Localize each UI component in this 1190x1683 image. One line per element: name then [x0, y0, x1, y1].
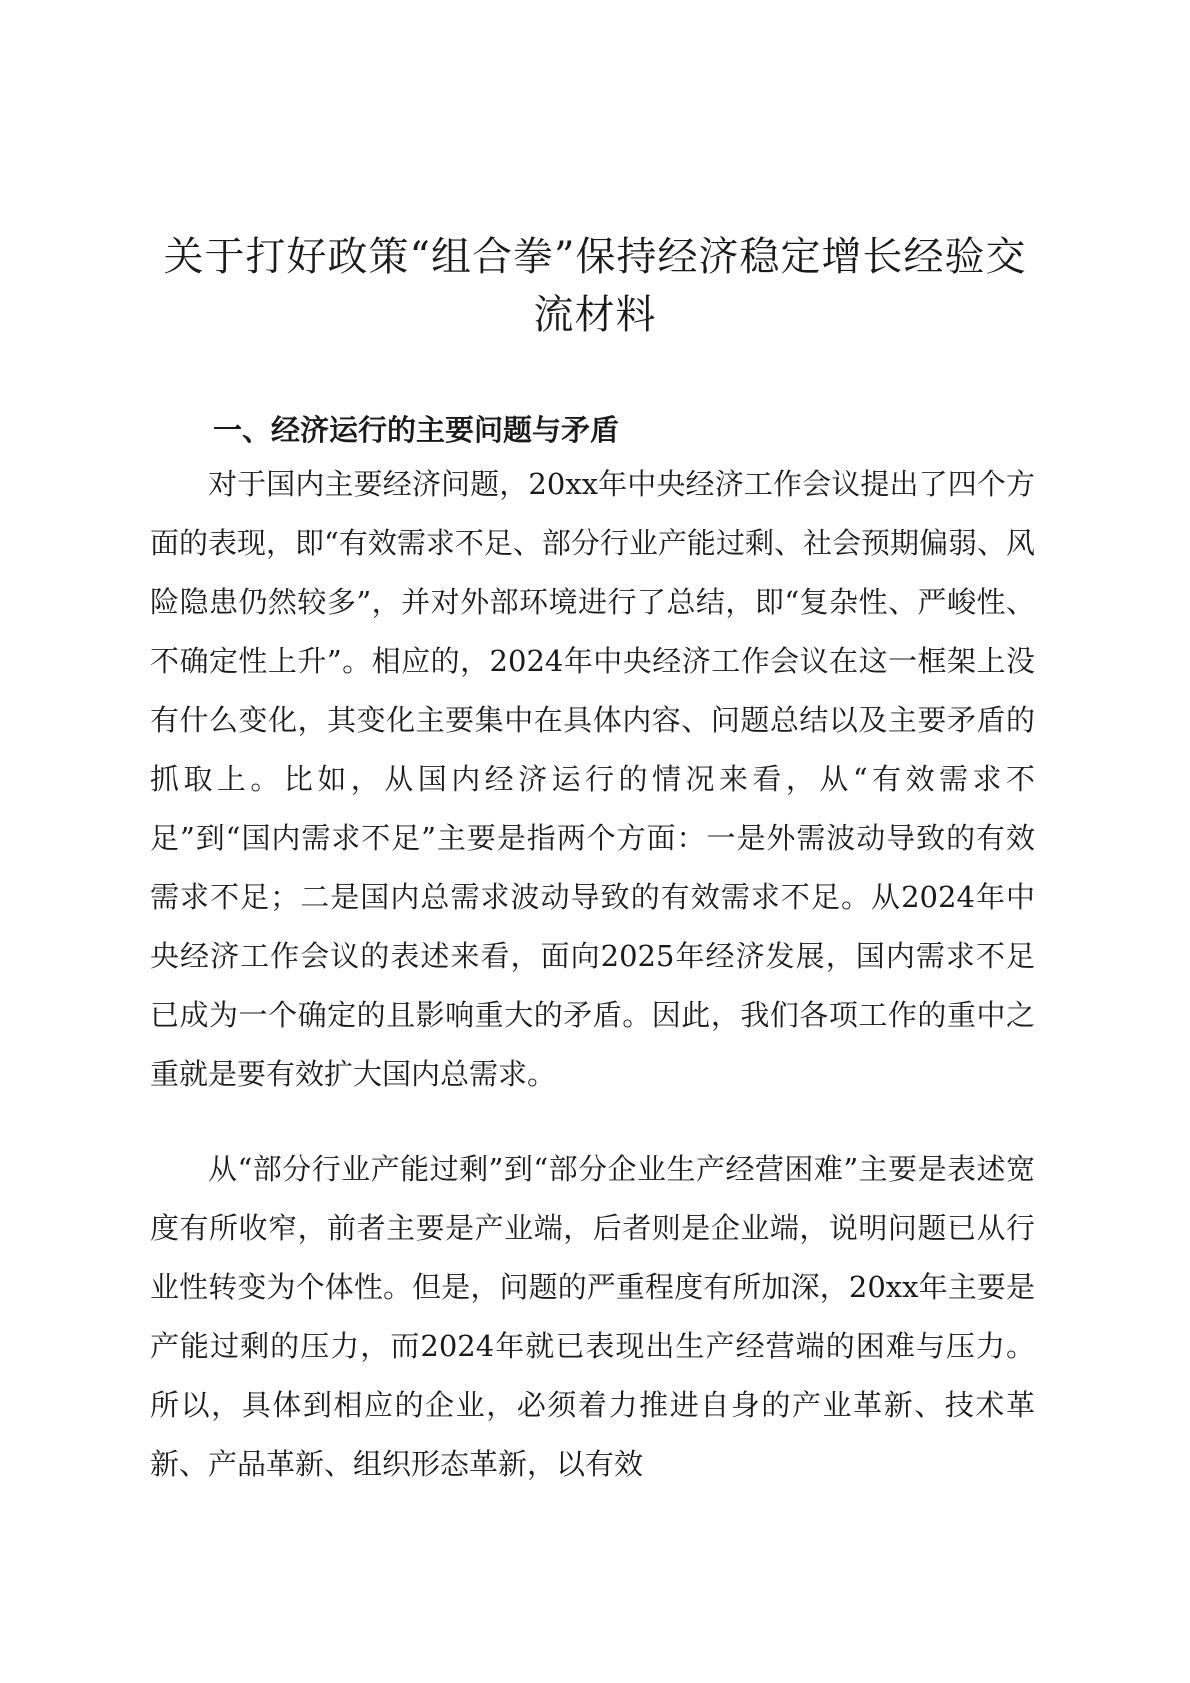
body-paragraph: 从“部分行业产能过剩”到“部分企业生产经营困难”主要是表述宽度有所收窄，前者主要是产业端，后者则是企业端，说明问题已从行业性转变为个体性。但是，问题的严重程度有所加深，20xx年主要是产能过剩的压力，而2024年就已表现出生产经营端的困难与压力。所以，具体到相应的企业，必须着力推进自身的产业革新、技术革新、产品革新、组织形态革新，以有效	[150, 1152, 1035, 1481]
document-title: 关于打好政策“组合拳”保持经济稳定增长经验交流材料	[163, 234, 1027, 338]
body-paragraph: 对于国内主要经济问题，20xx年中央经济工作会议提出了四个方面的表现，即“有效需求不足、部分行业产能过剩、社会预期偏弱、风险隐患仍然较多”，并对外部环境进行了总结，即“复杂性、严峻性、不确定性上升”。相应的，2024年中央经济工作会议在这一框架上没有什么变化，其变化主要集中在具体内容、问题总结以及主要矛盾的抓取上。比如，从国内经济运行的情况来看，从“有效需求不足”到“国内需求不足”主要是指两个方面：一是外需波动导致的有效需求不足；二是国内总需求波动导致的有效需求不足。从2024年中央经济工作会议的表述来看，面向2025年经济发展，国内需求不足已成为一个确定的且影响重大的矛盾。因此，我们各项工作的重中之重就是要有效扩大国内总需求。	[150, 467, 1035, 1091]
section-heading: 一、经济运行的主要问题与矛盾	[213, 413, 620, 447]
